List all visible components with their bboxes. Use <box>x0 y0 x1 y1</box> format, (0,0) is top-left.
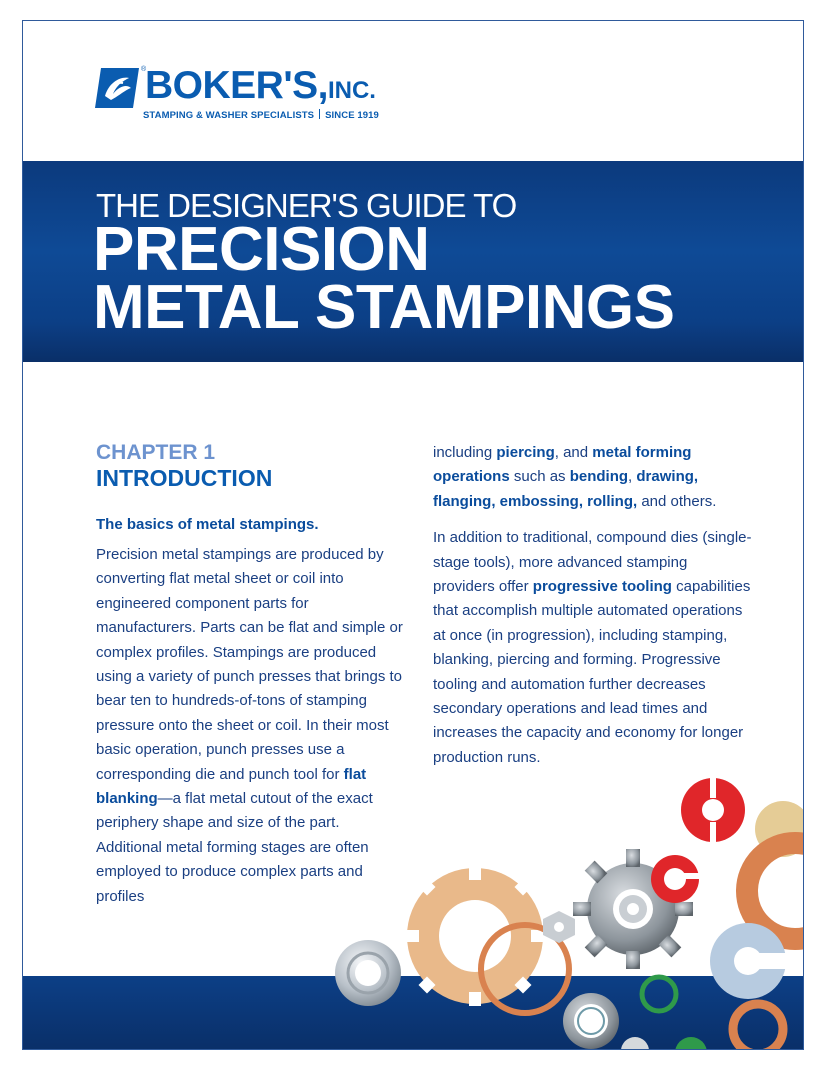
right-p1-a: including <box>433 444 497 461</box>
left-paragraph-text: Precision metal stampings are produced by converting flat metal sheet or coil into engineered component parts for manufacturers. Parts can be flat and simple or complex profiles. Stampings are produced using a variety of punch presses that brings to bear ten to hundreds-of-tons of stamping pressure onto the sheet or coil. In their most basic operation, punch presses use a corresponding die and punch tool for <box>96 546 403 783</box>
document-page <box>22 20 804 1050</box>
tagline-specialists: STAMPING & WASHER SPECIALISTS <box>143 110 315 121</box>
company-name-text: BOKER'S, <box>145 64 328 107</box>
right-p1-e: and others. <box>637 492 717 510</box>
right-paragraph-1 <box>433 441 753 514</box>
tan-washer-icon <box>755 801 804 857</box>
red-clip-washer-icon <box>651 855 703 903</box>
guide-eyebrow: THE DESIGNER'S GUIDE TO <box>96 187 517 224</box>
right-p1-b: , and <box>554 444 593 461</box>
term-bending: bending <box>569 468 629 486</box>
term-flat-blanking: flat blanking <box>96 765 367 808</box>
left-paragraph <box>96 543 406 909</box>
registered-mark: ® <box>141 66 147 73</box>
guide-title-line1: PRECISION <box>93 215 430 284</box>
footer-band <box>23 976 804 1050</box>
title-banner <box>23 161 804 362</box>
logo-mark-icon <box>95 68 139 108</box>
star-lock-washer-icon <box>573 849 693 969</box>
company-tagline <box>143 109 379 121</box>
right-p1-d: , <box>628 468 637 486</box>
chapter-number: CHAPTER 1 <box>96 441 216 464</box>
red-washer-icon <box>681 778 745 842</box>
tagline-since: SINCE 1919 <box>325 110 379 121</box>
term-progressive-tooling: progressive tooling <box>532 578 672 596</box>
tagline-divider <box>319 109 320 119</box>
left-paragraph-end: —a flat metal cutout of the exact periphery shape and size of the part. Additional metal forming stages are often employed to produce complex parts and profiles <box>96 790 373 905</box>
small-hex-washer-icon <box>543 911 575 943</box>
term-forming-list: drawing, flanging, embossing, rolling, <box>433 468 699 510</box>
company-suffix: INC. <box>327 77 376 104</box>
copper-washer-icon <box>747 843 804 939</box>
left-column <box>96 441 406 909</box>
right-p2-a: In addition to traditional, compound dies (single-stage tools), more advanced stamping providers offer <box>433 529 752 596</box>
company-name <box>145 64 376 108</box>
company-logo <box>95 66 415 126</box>
chapter-title: INTRODUCTION <box>96 465 273 491</box>
right-p1-c: such as <box>509 468 570 486</box>
right-column <box>433 441 753 770</box>
right-paragraph-2 <box>433 526 753 770</box>
section-subhead: The basics of metal stampings. <box>96 516 319 533</box>
guide-title-line2: METAL STAMPINGS <box>93 273 675 342</box>
guide-title <box>93 215 675 342</box>
term-metal-forming: metal forming operations <box>433 444 692 486</box>
term-piercing: piercing <box>496 444 555 461</box>
right-p2-b: capabilities that accomplish multiple automated operations at once (in progression), including stamping, blanking, piercing and forming. Progressive tooling and automation further decreases secondary operations and lead times and increases the capacity and economy for longer production runs. <box>433 578 751 766</box>
